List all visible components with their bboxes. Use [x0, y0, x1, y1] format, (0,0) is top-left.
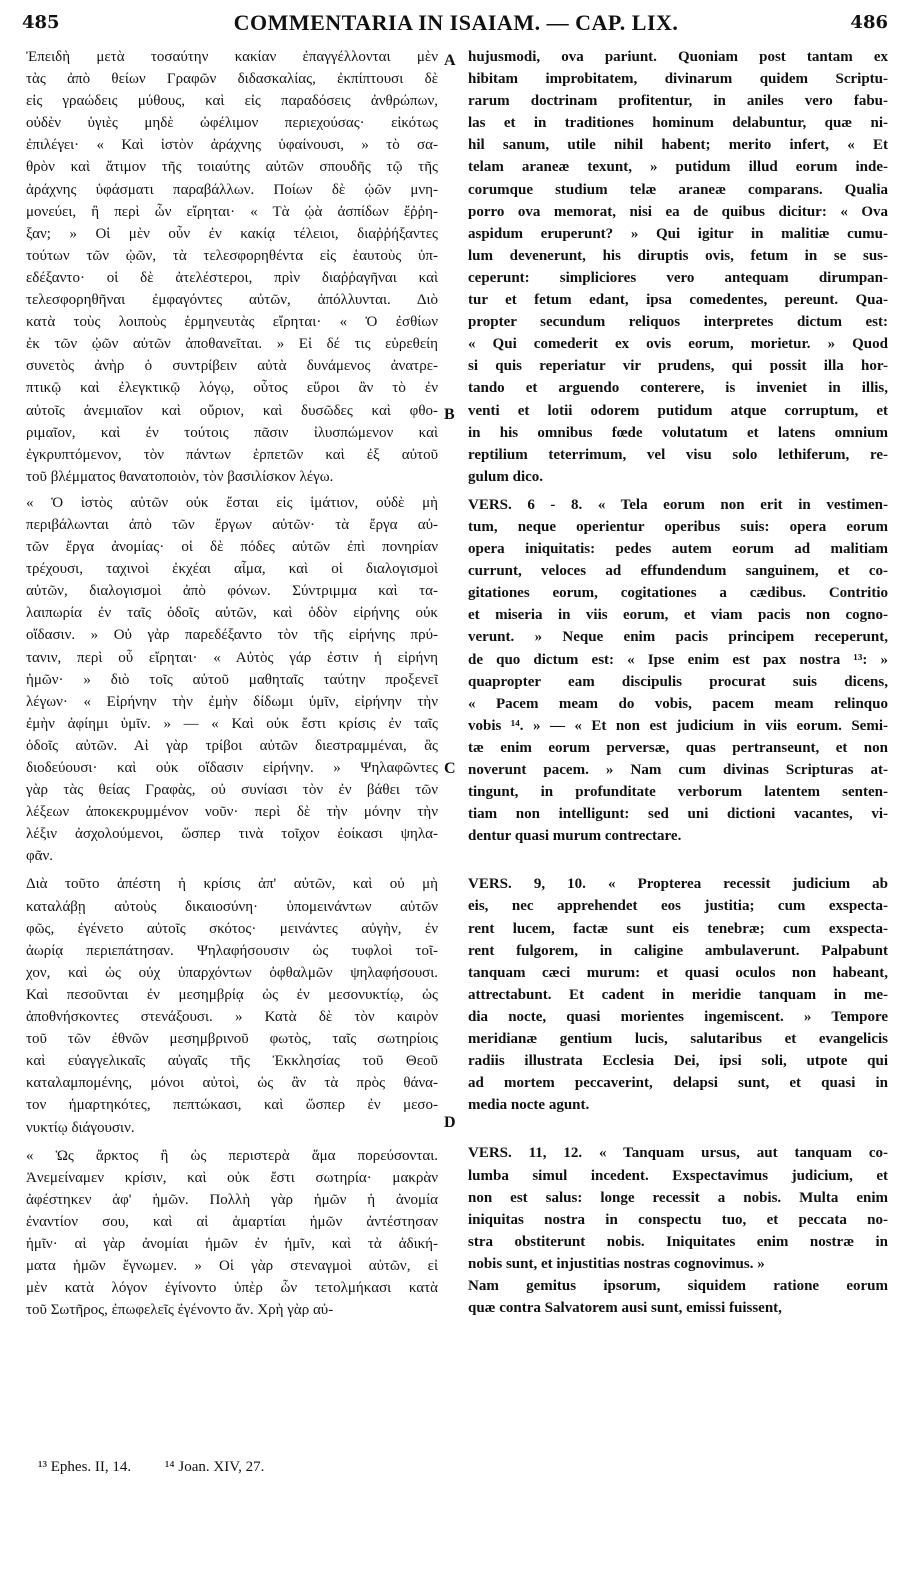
greek-text-line: « Ὁ ἱστὸς αὐτῶν οὐκ ἔσται εἰς ἱμάτιον, οὐδὲ μὴ	[26, 494, 438, 511]
latin-text-line: noverunt pacem. » Nam cum divinas Scripturas at-	[468, 762, 888, 778]
greek-text-line: καταλάβῃ αὐτοὺς δικαιοσύνη· ὑπομεινάντων αὐτῶν	[26, 898, 438, 915]
latin-text-line: VERS. 6 - 8. « Tela eorum non erit in vestimen-	[468, 496, 888, 513]
latin-text-line: iniquitas nostra in conspectu tuo, et peccata no-	[468, 1211, 888, 1228]
greek-column	[26, 46, 438, 1321]
latin-text-line: radiis illustrata Ecclesia Dei, ipsi soli, utpote qui	[468, 1053, 888, 1070]
latin-text-line: gitationes eorum, cogitationes a cædibus. Contritio	[468, 585, 888, 602]
greek-text-line: ριμαῖον, καὶ ἐν τούτοις πᾶσιν ἰλυσπώμενον καὶ	[26, 424, 438, 441]
latin-text-line: hil sanum, utile nihil habent; merito infert, « Et	[468, 137, 888, 154]
margin-marker-b: B	[444, 406, 455, 423]
latin-text-line: tando et arguendo conterere, is inveniet in illis,	[468, 380, 888, 397]
latin-text-line: VERS. 9, 10. « Propterea recessit judicium ab	[468, 876, 888, 893]
latin-text-line: telam araneæ texunt, » putidum illud eorum inde-	[468, 159, 888, 176]
greek-text-line: λέξιν ἀσχολούμενοι, ὥσπερ τινὰ τοῖχον ἐοίκασι ψηλα-	[26, 826, 438, 843]
latin-text-line: non est salus: longe recessit a nobis. Multa enim	[468, 1189, 888, 1206]
greek-text-line: ἐγκρυπτόμενον, τὸν πάντων ἑρπετῶν καὶ ἐξ αὐτοῦ	[26, 446, 438, 463]
greek-text-line: φῶς, ἐγένετο αὐτοῖς σκότος· μεινάντες αὐγὴν, ἐν	[26, 920, 438, 937]
footnote-13: ¹³ Ephes. II, 14.	[38, 1459, 132, 1475]
latin-text-line: tum, neque operientur operibus suis: opera eorum	[468, 518, 888, 535]
latin-text-line: et miseria in viis eorum, et viam pacis non cogno-	[468, 607, 888, 624]
latin-text-line: venti et lotii odorem putidum atque corruptum, et	[468, 402, 888, 419]
greek-text-line: τον ἡμαρτηκότες, πεπτώκασι, καὶ ὥσπερ ἐν μεσο-	[26, 1097, 438, 1114]
greek-text-line: ἐπιλέγει· « Καὶ ἱστὸν ἀράχνης ὑφαίνουσι, » τὸ σα-	[26, 137, 438, 154]
latin-text-line: lumba simul incedent. Exspectavimus judicium, et	[468, 1167, 888, 1184]
greek-text-line: ματα ἡμῶν ἔγνωμεν. » Οἱ γὰρ στεναγμοὶ αὐτῶν, εἰ	[26, 1258, 438, 1275]
greek-text-line: τοῦ βλέμματος θανατοποιὸν, τὸν βασιλίσκον λέγω.	[26, 468, 334, 485]
latin-text-line: reptilium teterrimum, vel visu solo lethiferum, re-	[468, 446, 888, 463]
greek-text-line: εδέξαντο· οἱ δὲ ἀτελέστεροι, πρὶν διαῤῥαγῆναι καὶ	[26, 269, 438, 286]
latin-text-line: dia nocte, quasi morientes ingemiscent. » Tempore	[468, 1008, 888, 1025]
latin-text-line: propter secundum reliquos interpretes dictum est:	[468, 314, 888, 331]
greek-text-line: τελεσφορηθῆναι ἐμφαγόντες αὐτῶν, ἀπόλλυνται. Διὸ	[26, 292, 438, 309]
margin-marker-d: D	[444, 1114, 456, 1131]
latin-text-line: « Pacem meam do vobis, pacem meam relinquo	[468, 695, 888, 712]
latin-text-line: las et in traditiones hominum delabuntur, quæ ni-	[468, 115, 888, 132]
latin-text-line: gulum dico.	[468, 468, 544, 485]
latin-text-line: tingunt, in profunditate verborum latentem senten-	[468, 784, 888, 801]
latin-text-line: opera iniquitatis: pedes autem eorum ad malitiam	[468, 541, 888, 558]
greek-text-line: ἀράχνης ὑφάσματι παραβάλλων. Ποίων δὲ ᾠῶν μνη-	[26, 181, 438, 198]
latin-text-line: meridianæ gentium lucis, salutaribus et evangelicis	[468, 1031, 888, 1048]
greek-text-line: « Ὡς ἄρκτος ἢ ὡς περιστερὰ ἅμα πορεύσονται.	[26, 1147, 438, 1164]
greek-text-line: νυκτίῳ διάγουσιν.	[26, 1119, 135, 1136]
footnotes	[38, 1459, 294, 1476]
page-number-left: 485	[22, 12, 60, 33]
latin-text-line: rarum doctrinam profitentur, in aniles vero fabu-	[468, 93, 888, 110]
greek-text-line: εἰς γραώδεις μύθους, καὶ εἰς παραδόσεις ἀνθρώπων,	[26, 93, 438, 110]
greek-text-line: Ἐπειδὴ μετὰ τοσαύτην κακίαν ἐπαγγέλλονται μὲν	[26, 49, 438, 65]
latin-text-line: eis, nec apprehendet eos justitia; cum exspecta-	[468, 898, 888, 915]
greek-text-line: ἐναντίον σου, καὶ αἱ ἁμαρτίαι ἡμῶν ἀντέστησαν	[26, 1213, 438, 1230]
greek-text-line: ἐμὴν ἀφίημι ὑμῖν. » — « Καὶ οὐκ ἔστι κρίσις ἐν ταῖς	[26, 715, 438, 732]
latin-text-line: tæ enim eorum perversæ, quas pertranseunt, et non	[468, 739, 888, 756]
greek-text-line: ἀφέστηκεν ἀφ' ἡμῶν. Πολλὴ γὰρ ἡμῶν ἡ ἀνομία	[26, 1191, 438, 1208]
page-number-right: 486	[850, 12, 888, 33]
latin-text-line: tiam non intelligunt: sed uni dictioni vacantes, vi-	[468, 806, 888, 823]
running-title: COMMENTARIA IN ISAIAM. — CAP. LIX.	[233, 10, 679, 35]
latin-text-line: porro ova memorat, nisi ea de quibus dicitur: « Ova	[468, 203, 888, 220]
latin-text-line: tur et fetum edant, ipsa comedentes, pereunt. Qua-	[468, 292, 888, 309]
greek-text-line: λέξεων ἀποκεκρυμμένον νοῦν· περὶ δὲ τὴν μόνην τὴν	[26, 804, 438, 821]
greek-text-line: θρὸν καὶ ἄτιμον τῆς τοιαύτης αὐτῶν σπουδῆς τῷ τῆς	[26, 159, 438, 176]
greek-text-line: μὲν κατὰ λόγον ἐγίνοντο ὑπὲρ ὧν τετολμήκασι κατὰ	[26, 1280, 438, 1297]
greek-text-line: οὐδὲν ὑγιὲς μηδὲ ὠφέλιμον περιεχούσας· εἰκότως	[26, 115, 438, 132]
greek-text-line: ἐκ τῶν ᾠῶν αὐτῶν ἀποθανεῖται. » Εἰ δέ τις εὑρεθείη	[26, 336, 438, 353]
greek-text-line: αὐτῶν, διαλογισμοὶ ἀπὸ φόνων. Σύντριμμα καὶ τα-	[26, 583, 438, 600]
greek-text-line: τὰς ἀπὸ θείων Γραφῶν διδασκαλίας, ἐκπίπτουσι δὲ	[26, 71, 438, 88]
latin-text-line: stra obstiterunt nobis. Iniquitates enim nostræ in	[468, 1233, 888, 1250]
latin-text-line: quæ contra Salvatorem ausi sunt, emissi fuissent,	[468, 1300, 782, 1317]
latin-column	[468, 46, 888, 1319]
latin-text-line: Nam gemitus ipsorum, siquidem ratione eorum	[468, 1277, 888, 1294]
greek-text-line: ἡμῶν· » διὸ τοῖς αὐτοῦ μαθηταῖς ταύτην προξενεῖ	[26, 671, 438, 688]
greek-text-line: συνετὸς ἀνὴρ ὁ συντρίβειν αὐτὰ δυνάμενος ἀνατρε-	[26, 358, 438, 375]
greek-text-line: καὶ εὐαγγελικαῖς αὐγαῖς τῆς Ἐκκλησίας τοῦ Θεοῦ	[26, 1053, 438, 1070]
greek-text-line: αὐτοῖς ἀνεμιαῖον καὶ οὔριον, καὶ δυσῶδες καὶ φθο-	[26, 402, 438, 419]
greek-text-line: καταλαμπομένης, μόνοι αὐτοὶ, ὡς ἂν τὰ πρὸς θάνα-	[26, 1075, 438, 1092]
margin-marker-c: C	[444, 760, 456, 777]
greek-text-line: ἡμῖν· αἱ γὰρ ἀνομίαι ἡμῶν ἐν ἡμῖν, καὶ τὰ ἀδική-	[26, 1235, 438, 1252]
latin-text-line: VERS. 11, 12. « Tanquam ursus, aut tanquam co-	[468, 1145, 888, 1162]
latin-text-line: attrectabunt. Et cadent in meridie tanquam in me-	[468, 986, 888, 1003]
greek-text-line: οἴδασιν. » Οὐ γὰρ παρεδέξαντο τὸν τῆς εἰρήνης πρύ-	[26, 627, 438, 644]
greek-text-line: ἀωρίᾳ περιεπάτησαν. Ψηλαφήσουσιν ὡς τυφλοὶ τοῖ-	[26, 942, 438, 959]
latin-text-line: lum devenerunt, his diruptis ovis, fetum in se sus-	[468, 247, 888, 264]
greek-text-line: γὰρ τὰς θείας Γραφὰς, οὐ συνίασι τὸν ἐν βάθει τῶν	[26, 782, 438, 799]
greek-text-line: τοῦ τῶν ἐθνῶν μεσημβρινοῦ φωτὸς, ταῖς σωτηρίοις	[26, 1031, 438, 1048]
greek-text-line: τῶν ἔργα ἀνομίας· οἱ δὲ πόδες αὐτῶν ἐπὶ πονηρίαν	[26, 539, 438, 556]
latin-text-line: ceperunt: simpliciores vero antequam dirumpan-	[468, 269, 888, 286]
latin-text-line: media nocte agunt.	[468, 1097, 590, 1114]
latin-text-line: hibitam improbitatem, divinarum quidem Scriptu-	[468, 71, 888, 88]
greek-text-line: ξαν; » Οἱ μὲν οὖν ἐν κακίᾳ τέλειοι, διαῤῥήξαντες	[26, 225, 438, 242]
latin-text-line: ad mortem peccaverint, delapsi sunt, et quasi in	[468, 1075, 888, 1092]
footnote-14: ¹⁴ Joan. XIV, 27.	[164, 1459, 265, 1475]
greek-text-line: κατὰ τοὺς λοιποὺς ἑρμηνευτὰς εἴρηται· « Ὁ ἐσθίων	[26, 314, 438, 331]
latin-text-line: quapropter eam discipulis procurat suis dicens,	[468, 673, 888, 690]
greek-text-line: Ἀνεμείναμεν κρίσιν, καὶ οὐκ ἔστι σωτηρία· μακρὰν	[26, 1169, 438, 1186]
latin-text-line: vobis ¹⁴. » — « Et non est judicium in viis eorum. Semi-	[468, 717, 888, 734]
greek-text-line: τρέχουσι, ταχινοὶ ἐκχέαι αἷμα, καὶ οἱ διαλογισμοὶ	[26, 561, 438, 578]
latin-text-line: rent fulgorem, in caligine ambulaverunt. Palpabunt	[468, 942, 888, 959]
latin-text-line: « Qui comederit ex ovis eorum, morietur. » Quod	[468, 336, 888, 353]
page-header	[0, 0, 912, 40]
latin-text-line: rent lucem, factæ sunt eis tenebræ; cum exspecta-	[468, 920, 888, 937]
greek-text-line: λαιπωρία ἐν ταῖς ὁδοῖς αὐτῶν, καὶ ὁδὸν εἰρήνης οὐκ	[26, 605, 438, 622]
greek-text-line: ἀποθνήσκοντες στενάξουσι. » Κατὰ δὲ τὸν καιρὸν	[26, 1009, 438, 1026]
greek-text-line: τοῦ Σωτῆρος, ἐπωφελεῖς ἐγένοντο ἄν. Χρὴ γὰρ αὐ-	[26, 1302, 334, 1319]
latin-text-line: de quo dictum est: « Ipse enim est pax nostra ¹³: »	[468, 651, 888, 668]
greek-text-line: μονεύει, ἢ περὶ ὧν εἴρηται· « Τὰ ᾠὰ ἀσπίδων ἔῤῥη-	[26, 203, 438, 220]
greek-text-line: διοδεύουσι· καὶ οὐκ οἴδασιν εἰρήνην. » Ψηλαφῶντες	[26, 760, 438, 776]
greek-text-line: λέγων· « Εἰρήνην τὴν ἐμὴν δίδωμι ὑμῖν, εἰρήνην τὴν	[26, 693, 438, 710]
greek-text-line: φᾶν.	[26, 848, 54, 865]
latin-text-line: corumque studium telæ araneæ comparans. Qualia	[468, 181, 888, 198]
latin-text-line: si quis reperiatur vir prudens, qui possit illa hor-	[468, 358, 888, 375]
greek-text-line: Διὰ τοῦτο ἀπέστη ἡ κρίσις ἀπ' αὐτῶν, καὶ οὐ μὴ	[26, 876, 438, 893]
latin-text-line: dentur quasi murum contrectare.	[468, 828, 682, 845]
latin-text-line: in his omnibus fœde volutatum et latens omnium	[468, 424, 888, 441]
greek-text-line: Καὶ πεσοῦνται ἐν μεσημβρίᾳ ὡς ἐν μεσονυκτίῳ, ὡς	[26, 986, 438, 1003]
greek-text-line: ὁδοῖς αὐτῶν. Αἱ γὰρ τρίβοι αὐτῶν διεστραμμέναι, ἃς	[26, 737, 438, 754]
latin-text-line: verunt. » Neque enim pacis principem receperunt,	[468, 629, 888, 646]
latin-text-line: tanquam cæci murum: et quasi oculos non habeant,	[468, 964, 888, 981]
latin-text-line: nobis sunt, et injustitias nostras cognovimus. »	[468, 1255, 765, 1272]
latin-text-line: hujusmodi, ova pariunt. Quoniam post tantam ex	[468, 49, 888, 65]
greek-text-line: χον, καὶ ὡς οὐχ ὑπαρχόντων ὀφθαλμῶν ψηλαφήσουσι.	[26, 964, 438, 981]
greek-text-line: πτικῷ καὶ ἐλεγκτικῷ λόγῳ, οὗτος εὕροι ἂν τὸ ἐν	[26, 380, 438, 397]
margin-marker-a: A	[444, 52, 456, 69]
latin-text-line: currunt, veloces ad effundendum sanguinem, et co-	[468, 563, 888, 580]
latin-text-line: aspidum eruperunt? » Qui igitur in malitiæ cumu-	[468, 225, 888, 242]
greek-text-line: περιβάλωνται ἀπὸ τῶν ἔργων αὐτῶν· τὰ ἔργα αὐ-	[26, 516, 438, 533]
greek-text-line: τούτων τῶν ᾠῶν, τὰ τελεσφορηθέντα εἰς ἑαυτοὺς ὑπ-	[26, 247, 438, 264]
greek-text-line: τανιν, περὶ οὗ εἴρηται· « Αὐτὸς γάρ ἐστιν ἡ εἰρήνη	[26, 649, 438, 666]
